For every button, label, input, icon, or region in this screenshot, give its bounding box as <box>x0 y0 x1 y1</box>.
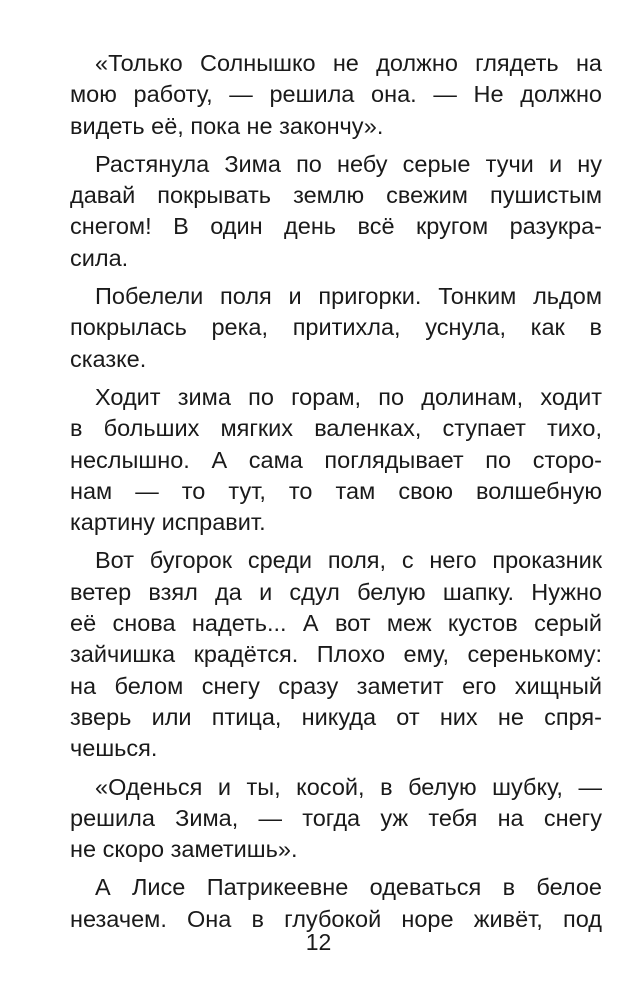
paragraph <box>70 772 602 866</box>
text-line: Побелели поля и пригорки. Тонким льдом <box>95 283 602 310</box>
text-line: Ходит зима по горам, по долинам, ходит <box>95 383 602 410</box>
paragraph <box>70 872 602 935</box>
text-line: чешься. <box>70 735 158 762</box>
page-text <box>70 48 602 935</box>
text-line: «Оденься и ты, косой, в белую шубку, — <box>95 773 602 800</box>
text-line: сила. <box>70 244 129 271</box>
text-line: зверь или птица, никуда от них не спря- <box>70 703 602 730</box>
text-line: решила Зима, — тогда уж тебя на снегу <box>70 804 602 831</box>
text-line: мою работу, — решила она. — Не должно <box>70 81 602 108</box>
text-line: «Только Солнышко не должно глядеть на <box>95 50 602 76</box>
paragraph <box>70 545 602 764</box>
text-line: сказке. <box>70 345 147 372</box>
paragraph <box>70 149 602 274</box>
paragraph <box>70 281 602 375</box>
text-line: Вот бугорок среди поля, с него проказник <box>95 547 602 574</box>
text-line: картину исправит. <box>70 509 266 536</box>
text-line: покрылась река, притихла, уснула, как в <box>70 314 602 341</box>
text-line: не скоро заметишь». <box>70 836 298 863</box>
text-line: снегом! В один день всё кругом разукра- <box>70 213 602 240</box>
text-line: незачем. Она в глубокой норе живёт, под <box>70 905 602 932</box>
text-line: на белом снегу сразу заметит его хищный <box>70 672 602 699</box>
text-line: видеть её, пока не закончу». <box>70 112 384 139</box>
paragraph <box>70 382 602 538</box>
text-line: нам — то тут, то там свою волшебную <box>70 477 602 504</box>
text-line: Растянула Зима по небу серые тучи и ну <box>95 150 602 177</box>
text-line: А Лисе Патрикеевне одеваться в белое <box>95 874 602 901</box>
paragraph <box>70 48 602 142</box>
text-line: её снова надеть... А вот меж кустов серый <box>70 610 602 637</box>
text-line: давай покрывать землю свежим пушистым <box>70 182 602 209</box>
text-line: ветер взял да и сдул белую шапку. Нужно <box>70 578 602 605</box>
text-line: в больших мягких валенках, ступает тихо, <box>70 415 602 442</box>
page-number: 12 <box>305 929 332 955</box>
text-line: неслышно. А сама поглядывает по сторо- <box>70 446 602 473</box>
text-line: зайчишка крадётся. Плохо ему, серенькому: <box>70 641 602 668</box>
